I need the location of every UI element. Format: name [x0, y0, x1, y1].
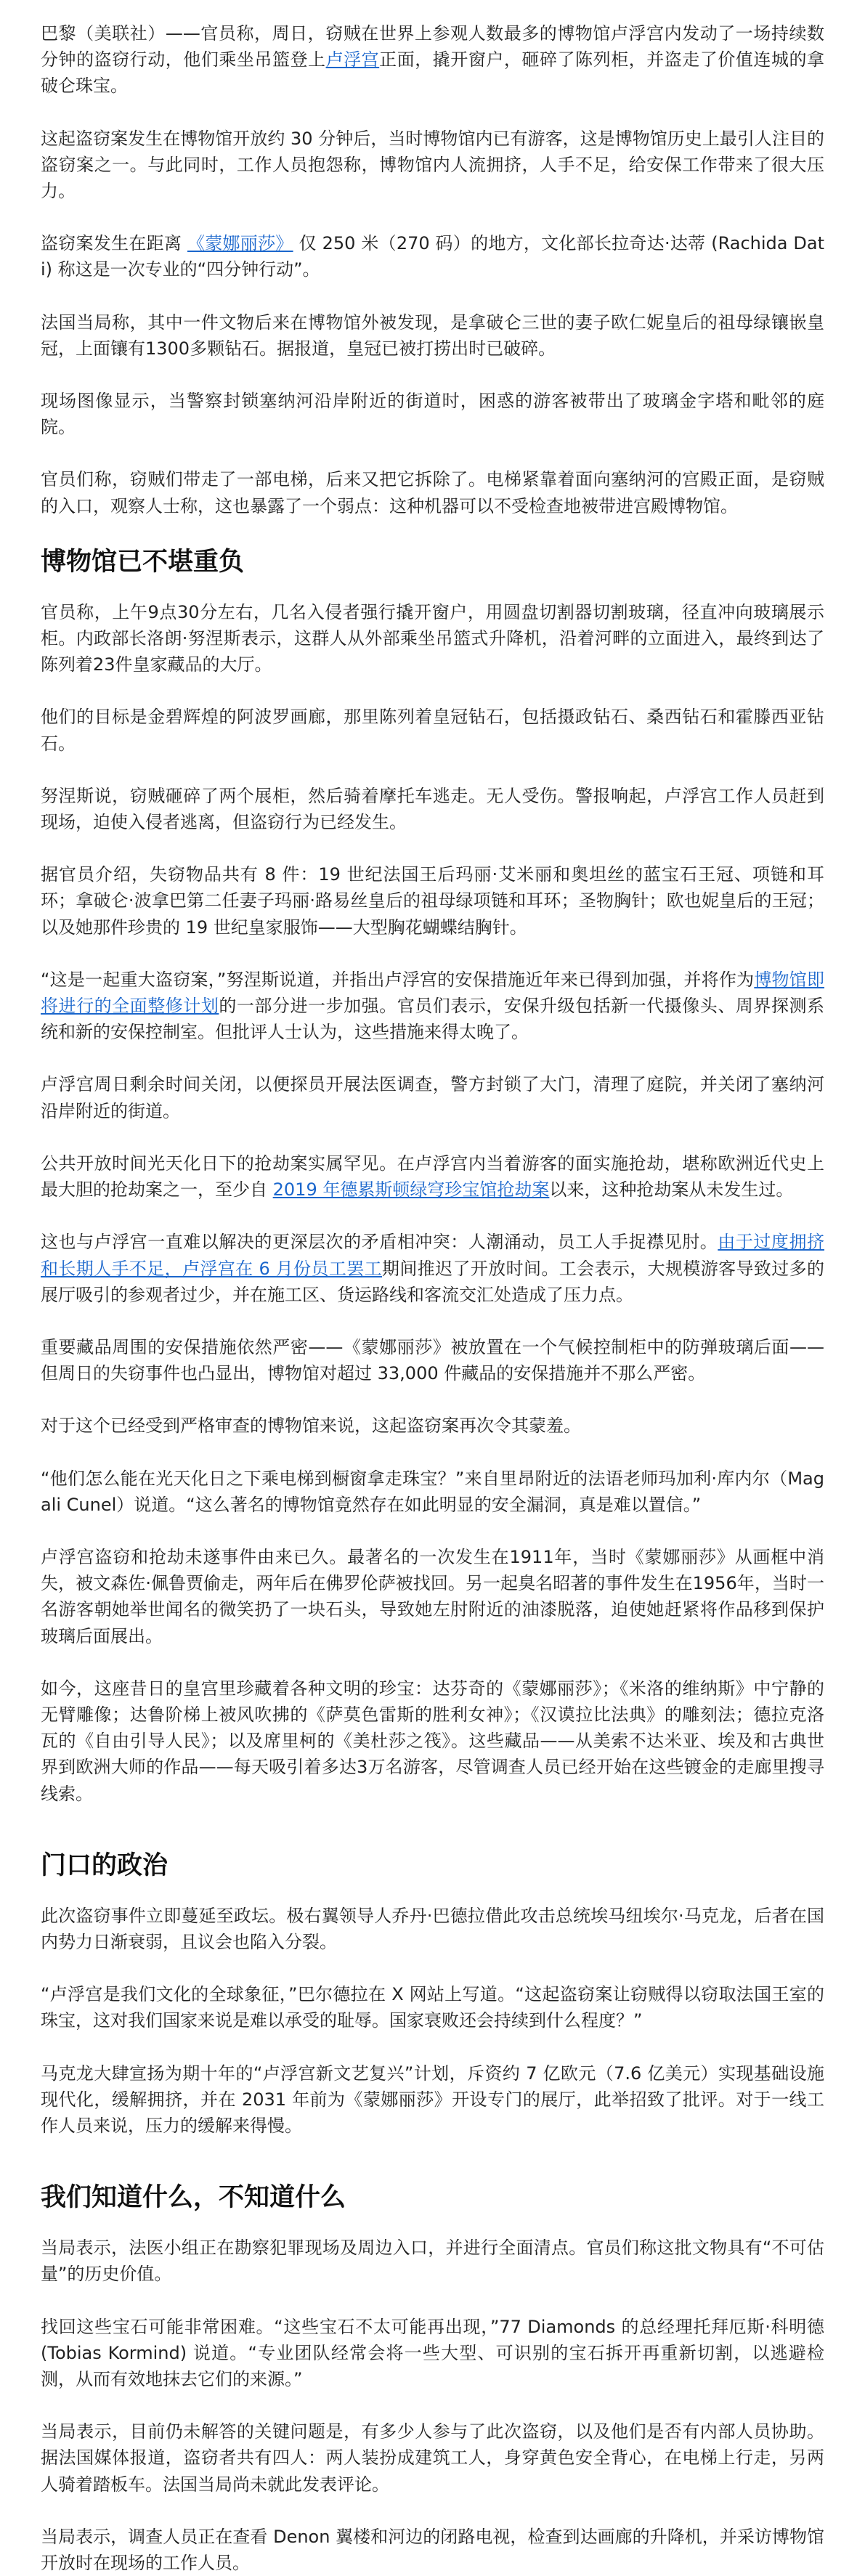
article-paragraph [41, 2418, 824, 2498]
paragraph-text: 盗窃案发生在距离 [41, 233, 187, 254]
article-paragraph [41, 599, 824, 678]
article-link[interactable]: 《蒙娜丽莎》 [187, 233, 293, 254]
paragraph-text: 他们的目标是金碧辉煌的阿波罗画廊，那里陈列着皇冠钻石，包括摄政钻石、桑西钻石和霍滕西亚钻石。 [41, 707, 824, 754]
article-link[interactable]: 博物馆即将进行的全面整修计划 [41, 969, 825, 1017]
article-paragraph [41, 1150, 824, 1203]
article-paragraph [41, 2060, 824, 2140]
section-heading: 博物馆已不堪重负 [41, 547, 245, 577]
article-paragraph [41, 466, 824, 519]
article-paragraph [41, 704, 824, 756]
paragraph-text: 当局表示，法医小组正在勘察犯罪现场及周边入口，并进行全面清点。官员们称这批文物具有“不可估量”的历史价值。 [41, 2238, 824, 2285]
paragraph-text: 卢浮宫盗窃和抢劫未遂事件由来已久。最著名的一次发生在1911年，当时《蒙娜丽莎》从画框中消失，被文森佐·佩鲁贾偷走，两年后在佛罗伦萨被找回。另一起臭名昭著的事件发生在1956年，当时一名游客朝她举世闻名的微笑扔了一块石头，导致她左肘附近的油漆脱落，迫使她赶紧将作品移到保护玻璃后面展出。 [41, 1546, 824, 1646]
article-paragraph [41, 967, 824, 1046]
article-paragraph [41, 1334, 824, 1386]
paragraph-text: “这是一起重大盗窃案，”努涅斯说道，并指出卢浮宫的安保措施近年来已得到加强，并将作为 [41, 969, 755, 990]
paragraph-text: 法国当局称，其中一件文物后来在博物馆外被发现，是拿破仑三世的妻子欧仁妮皇后的祖母绿镶嵌皇冠，上面镶有1300多颗钻石。据报道，皇冠已被打捞出时已破碎。 [41, 312, 824, 359]
paragraph-text: 找回这些宝石可能非常困难。“这些宝石不太可能再出现，”77 Diamonds 的总经理托拜厄斯·科明德 (Tobias Kormind) 说道。“专业团队经常会将一些大型、可识别的宝石拆开再重新切割，以逃避检测，从而有效地抹去它们的来源。” [41, 2316, 824, 2389]
paragraph-text: 以来，这种抢劫案从未发生过。 [549, 1179, 794, 1200]
paragraph-text: 当局表示，目前仍未解答的关键问题是，有多少人参与了此次盗窃，以及他们是否有内部人员协助。据法国媒体报道，盗窃者共有四人：两人装扮成建筑工人，身穿黄色安全背心，在电梯上行走，另两人骑着踏板车。法国当局尚未就此发表评论。 [41, 2421, 824, 2495]
article-paragraph [41, 2524, 824, 2576]
article-paragraph [41, 2314, 824, 2393]
article-paragraph [41, 2235, 824, 2287]
article-paragraph [41, 1675, 824, 1807]
article-paragraph [41, 20, 824, 99]
paragraph-text: 据官员介绍，失窃物品共有 8 件：19 世纪法国王后玛丽·艾米丽和奥坦丝的蓝宝石王冠、项链和耳环；拿破仑·波拿巴第二任妻子玛丽·路易丝皇后的祖母绿项链和耳环；圣物胸针；欧也妮皇后的王冠；以及她那件珍贵的 19 世纪皇家服饰——大型胸花蝴蝶结胸针。 [41, 864, 824, 938]
article-paragraph [41, 861, 824, 940]
paragraph-text: 此次盗窃事件立即蔓延至政坛。极右翼领导人乔丹·巴德拉借此攻击总统埃马纽埃尔·马克龙，后者在国内势力日渐衰弱，且议会也陷入分裂。 [41, 1905, 824, 1952]
paragraph-text: 当局表示，调查人员正在查看 Denon 翼楼和河边的闭路电视，检查到达画廊的升降机，并采访博物馆开放时在现场的工作人员。 [41, 2526, 824, 2573]
article-paragraph [41, 388, 824, 440]
paragraph-text: 马克龙大肆宣扬为期十年的“卢浮宫新文艺复兴”计划，斥资约 7 亿欧元（7.6 亿美元）实现基础设施现代化，缓解拥挤，并在 2031 年前为《蒙娜丽莎》开设专门的展厅，此举招致了批评。对于一线工作人员来说，压力的缓解来得慢。 [41, 2063, 824, 2136]
article-paragraph [41, 1981, 824, 2033]
paragraph-text: 如今，这座昔日的皇宫里珍藏着各种文明的珍宝：达芬奇的《蒙娜丽莎》；《米洛的维纳斯》中宁静的无臂雕像；达鲁阶梯上被风吹拂的《萨莫色雷斯的胜利女神》；《汉谟拉比法典》的雕刻法；德拉克洛瓦的《自由引导人民》；以及席里柯的《美杜莎之筏》。这些藏品——从美索不达米亚、埃及和古典世界到欧洲大师的作品——每天吸引着多达3万名游客，尽管调查人员已经开始在这些镀金的走廊里搜寻线索。 [41, 1678, 824, 1804]
paragraph-text: 期间推迟了开放时间。工会表示，大规模游客导致过多的展厅吸引的参观者过少，并在施工区、货运路线和客流交汇处造成了压力点。 [41, 1258, 824, 1305]
paragraph-text: 的一部分进一步加强。官员们表示，安保升级包括新一代摄像头、周界探测系统和新的安保控制室。但批评人士认为，这些措施来得太晚了。 [41, 996, 825, 1043]
paragraph-text: 巴黎（美联社）——官员称，周日，窃贼在世界上参观人数最多的博物馆卢浮宫内发动了一场持续数分钟的盗窃行动，他们乘坐吊篮登上 [41, 23, 824, 70]
article-link[interactable]: 2019 年德累斯顿绿穹珍宝馆抢劫案 [272, 1179, 550, 1200]
paragraph-text: 官员们称，窃贼们带走了一部电梯，后来又把它拆除了。电梯紧靠着面向塞纳河的宫殿正面，是窃贼的入口，观察人士称，这也暴露了一个弱点：这种机器可以不受检查地被带进宫殿博物馆。 [41, 469, 824, 516]
article-paragraph [41, 1071, 824, 1124]
article-paragraph [41, 1903, 824, 1955]
paragraph-text: 官员称，上午9点30分左右，几名入侵者强行撬开窗户，用圆盘切割器切割玻璃，径直冲向玻璃展示柜。内政部长洛朗·努涅斯表示，这群人从外部乘坐吊篮式升降机，沿着河畔的立面进入，最终到达了陈列着23件皇家藏品的大厅。 [41, 601, 824, 675]
paragraph-text: 重要藏品周围的安保措施依然严密——《蒙娜丽莎》被放置在一个气候控制柜中的防弹玻璃后面——但周日的失窃事件也凸显出，博物馆对超过 33,000 件藏品的安保措施并不那么严密。 [41, 1336, 824, 1384]
article-paragraph [41, 309, 824, 362]
paragraph-text: “卢浮宫是我们文化的全球象征，”巴尔德拉在 X 网站上写道。“这起盗窃案让窃贼得以窃取法国王室的珠宝，这对我们国家来说是难以承受的耻辱。国家衰败还会持续到什么程度？” [41, 1984, 824, 2031]
article-link[interactable]: 卢浮宫 [325, 49, 380, 70]
article-paragraph [41, 1544, 824, 1649]
paragraph-text: “他们怎么能在光天化日之下乘电梯到橱窗拿走珠宝？”来自里昂附近的法语老师玛加利·库内尔（Magali Cunel）说道。“这么著名的博物馆竟然存在如此明显的安全漏洞，真是难以置信。” [41, 1468, 824, 1515]
paragraph-text: 仅 250 米（270 码）的地方，文化部长拉奇达·达蒂 (Rachida Dati) 称这是一次专业的“四分钟行动”。 [41, 233, 824, 280]
article-link[interactable]: 由于过度拥挤和长期人手不足，卢浮宫在 6 月份员工罢工 [41, 1232, 825, 1279]
article-paragraph [41, 230, 824, 283]
paragraph-text: 努涅斯说，窃贼砸碎了两个展柜，然后骑着摩托车逃走。无人受伤。警报响起，卢浮宫工作人员赶到现场，迫使入侵者逃离，但盗窃行为已经发生。 [41, 785, 824, 833]
paragraph-text: 现场图像显示，当警察封锁塞纳河沿岸附近的街道时，困惑的游客被带出了玻璃金字塔和毗邻的庭院。 [41, 391, 824, 438]
article-paragraph [41, 1229, 824, 1308]
article-paragraph [41, 126, 824, 205]
article-paragraph [41, 1413, 824, 1439]
paragraph-text: 公共开放时间光天化日下的抢劫案实属罕见。在卢浮宫内当着游客的面实施抢劫，堪称欧洲近代史上最大胆的抢劫案之一，至少自 [41, 1153, 824, 1200]
paragraph-text: 卢浮宫周日剩余时间关闭，以便探员开展法医调查，警方封锁了大门，清理了庭院，并关闭了塞纳河沿岸附近的街道。 [41, 1074, 824, 1121]
article-paragraph [41, 783, 824, 835]
paragraph-text: 这起盗窃案发生在博物馆开放约 30 分钟后，当时博物馆内已有游客，这是博物馆历史上最引人注目的盗窃案之一。与此同时，工作人员抱怨称，博物馆内人流拥挤，人手不足，给安保工作带来了很大压力。 [41, 128, 824, 202]
article-paragraph [41, 1466, 824, 1518]
section-heading: 门口的政治 [41, 1850, 168, 1880]
paragraph-text: 正面，撬开窗户，砸碎了陈列柜，并盗走了价值连城的拿破仑珠宝。 [41, 49, 825, 97]
paragraph-text: 这也与卢浮宫一直难以解决的更深层次的矛盾相冲突：人潮涌动，员工人手捉襟见肘。 [41, 1232, 718, 1253]
paragraph-text: 对于这个已经受到严格审查的博物馆来说，这起盗窃案再次令其蒙羞。 [41, 1415, 581, 1437]
section-heading: 我们知道什么，不知道什么 [41, 2183, 346, 2213]
